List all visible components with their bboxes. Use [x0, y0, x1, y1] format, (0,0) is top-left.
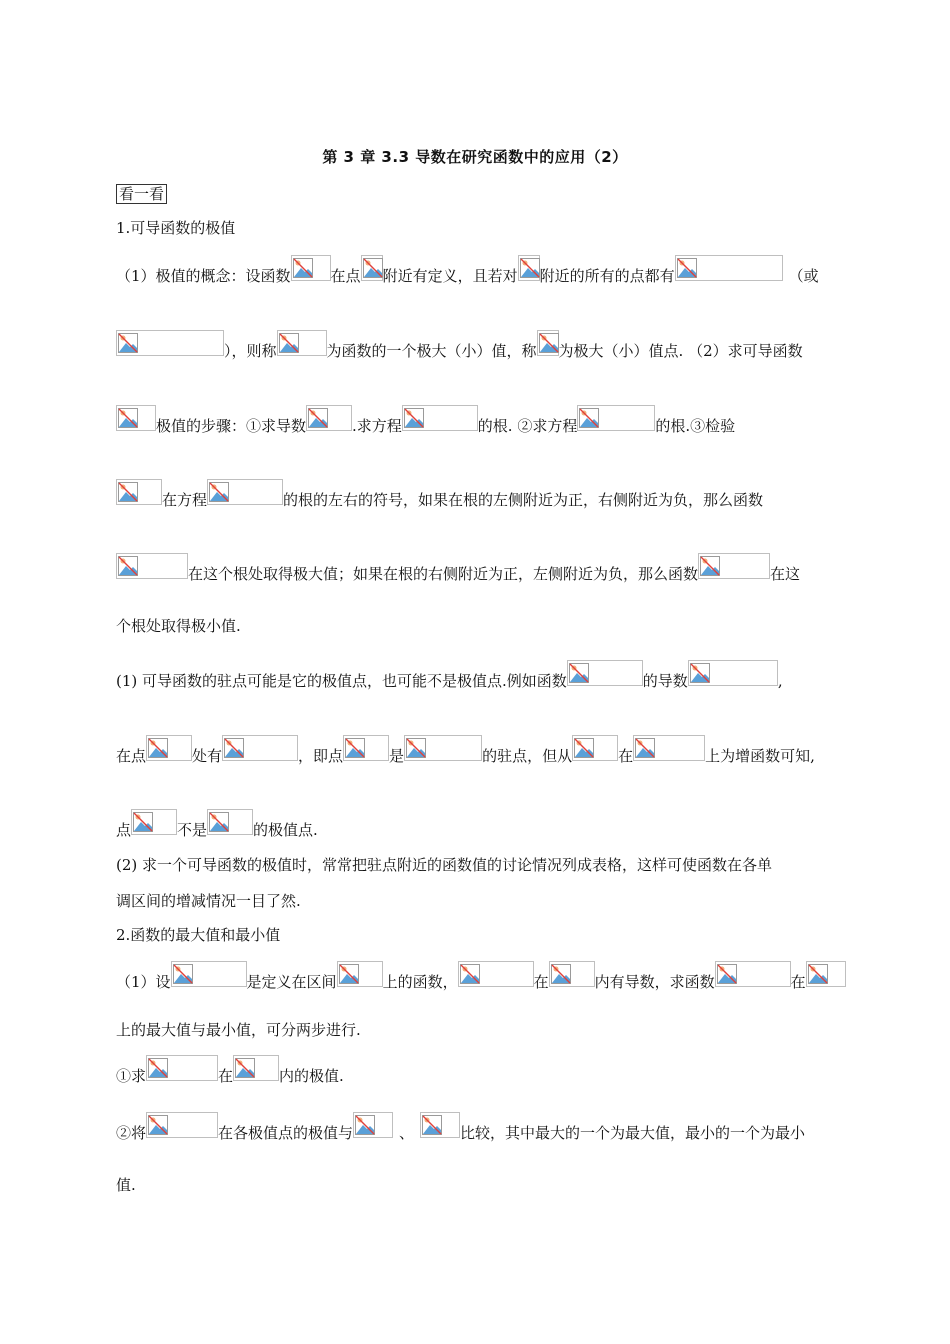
text-run: 比较，其中最大的一个为最大值，最小的一个为最小 — [460, 1124, 806, 1142]
text-line — [116, 553, 850, 584]
text-run: 处有 — [192, 747, 223, 765]
text-line — [116, 961, 850, 992]
text-run: 的驻点，但从 — [482, 747, 573, 765]
formula-image-icon — [806, 961, 846, 987]
text-line: 个根处取得极小值. — [116, 617, 241, 635]
text-run: 是 — [389, 747, 405, 765]
text-run: ②将 — [116, 1124, 147, 1142]
text-run: ①求 — [116, 1067, 147, 1085]
formula-image-icon — [458, 961, 534, 987]
formula-image-icon — [116, 405, 156, 431]
text-run: 上为增函数可知, — [705, 747, 815, 765]
text-run: 的根. ②求方程 — [477, 417, 578, 435]
formula-image-icon — [572, 735, 618, 761]
text-run: .求方程 — [352, 417, 402, 435]
text-run: 、 — [399, 1124, 415, 1142]
formula-image-icon — [549, 961, 595, 987]
formula-image-icon — [715, 961, 791, 987]
text-run: 在这个根处取得极大值；如果在根的右侧附近为正，左侧附近为负，那么函数 — [188, 565, 699, 583]
formula-image-icon — [361, 255, 383, 281]
formula-image-icon — [337, 961, 383, 987]
text-run: （或 — [788, 267, 819, 285]
formula-image-icon — [404, 735, 482, 761]
text-run: 极值的步骤：①求导数 — [156, 417, 307, 435]
formula-image-icon — [116, 553, 188, 579]
text-run: 在 — [533, 973, 549, 991]
formula-image-icon — [343, 735, 389, 761]
text-run: 在 — [790, 973, 806, 991]
text-line — [116, 479, 850, 510]
text-run: 内有导数，求函数 — [594, 973, 715, 991]
text-line — [116, 735, 850, 766]
text-line — [116, 405, 850, 436]
formula-image-icon — [146, 1055, 218, 1081]
text-run: （1）极值的概念：设函数 — [116, 267, 291, 285]
text-line: 上的最大值与最小值，可分两步进行. — [116, 1021, 361, 1039]
formula-image-icon — [675, 255, 783, 281]
text-run: ），则称 — [224, 342, 277, 360]
formula-image-icon — [567, 660, 643, 686]
text-run: 在这 — [770, 565, 801, 583]
formula-image-icon — [116, 479, 162, 505]
text-run: 附近有定义，且若对 — [382, 267, 518, 285]
formula-image-icon — [633, 735, 705, 761]
formula-image-icon — [207, 479, 283, 505]
formula-image-icon — [277, 330, 327, 356]
text-line: 调区间的增减情况一目了然. — [116, 892, 301, 910]
formula-image-icon — [306, 405, 352, 431]
text-run: 上的函数， — [382, 973, 458, 991]
formula-image-icon — [698, 553, 770, 579]
formula-image-icon — [207, 809, 253, 835]
text-run: 在各极值点的极值与 — [218, 1124, 354, 1142]
formula-image-icon — [420, 1112, 460, 1138]
text-line — [116, 255, 850, 286]
formula-image-icon — [171, 961, 247, 987]
formula-image-icon — [222, 735, 298, 761]
text-run: 在点 — [116, 747, 147, 765]
text-run: , — [777, 672, 783, 690]
text-line — [116, 660, 850, 691]
formula-image-icon — [402, 405, 478, 431]
text-run: 在点 — [330, 267, 361, 285]
formula-image-icon — [146, 735, 192, 761]
text-run: ，即点 — [298, 747, 344, 765]
text-run: 的导数 — [642, 672, 688, 690]
text-line — [116, 1055, 850, 1086]
text-run: 附近的所有的点都有 — [539, 267, 675, 285]
text-run: 为函数的一个极大（小）值，称 — [326, 342, 537, 360]
text-run: 在 — [218, 1067, 234, 1085]
text-line — [116, 1112, 850, 1143]
section-label: 看一看 — [116, 184, 167, 204]
text-run: 是定义在区间 — [246, 973, 337, 991]
text-run: (1) 可导函数的驻点可能是它的极值点，也可能不是极值点.例如函数 — [116, 672, 567, 690]
formula-image-icon — [518, 255, 540, 281]
section-heading-1: 1.可导函数的极值 — [116, 219, 236, 237]
formula-image-icon — [146, 1112, 218, 1138]
text-run: 的根.③检验 — [655, 417, 736, 435]
text-run: 的极值点. — [253, 821, 318, 839]
formula-image-icon — [353, 1112, 393, 1138]
page-title: 第 3 章 3.3 导数在研究函数中的应用（2） — [322, 148, 628, 166]
text-run: 为极大（小）值点. （2）求可导函数 — [558, 342, 803, 360]
formula-image-icon — [116, 330, 224, 356]
formula-image-icon — [233, 1055, 279, 1081]
text-run: 不是 — [177, 821, 208, 839]
formula-image-icon — [131, 809, 177, 835]
formula-image-icon — [688, 660, 778, 686]
text-run: 在方程 — [162, 491, 208, 509]
text-run: （1）设 — [116, 973, 171, 991]
text-line: 值. — [116, 1176, 136, 1194]
formula-image-icon — [291, 255, 331, 281]
text-run: 内的极值. — [279, 1067, 344, 1085]
text-line: (2) 求一个可导函数的极值时，常常把驻点附近的函数值的讨论情况列成表格，这样可使函数在各单 — [116, 856, 773, 874]
text-line — [116, 809, 850, 840]
formula-image-icon — [537, 330, 559, 356]
formula-image-icon — [577, 405, 655, 431]
text-run: 在 — [618, 747, 634, 765]
section-heading-2: 2.函数的最大值和最小值 — [116, 926, 281, 944]
text-run: 点 — [116, 821, 132, 839]
text-line — [116, 330, 850, 361]
text-run: 的根的左右的符号，如果在根的左侧附近为正，右侧附近为负，那么函数 — [283, 491, 764, 509]
